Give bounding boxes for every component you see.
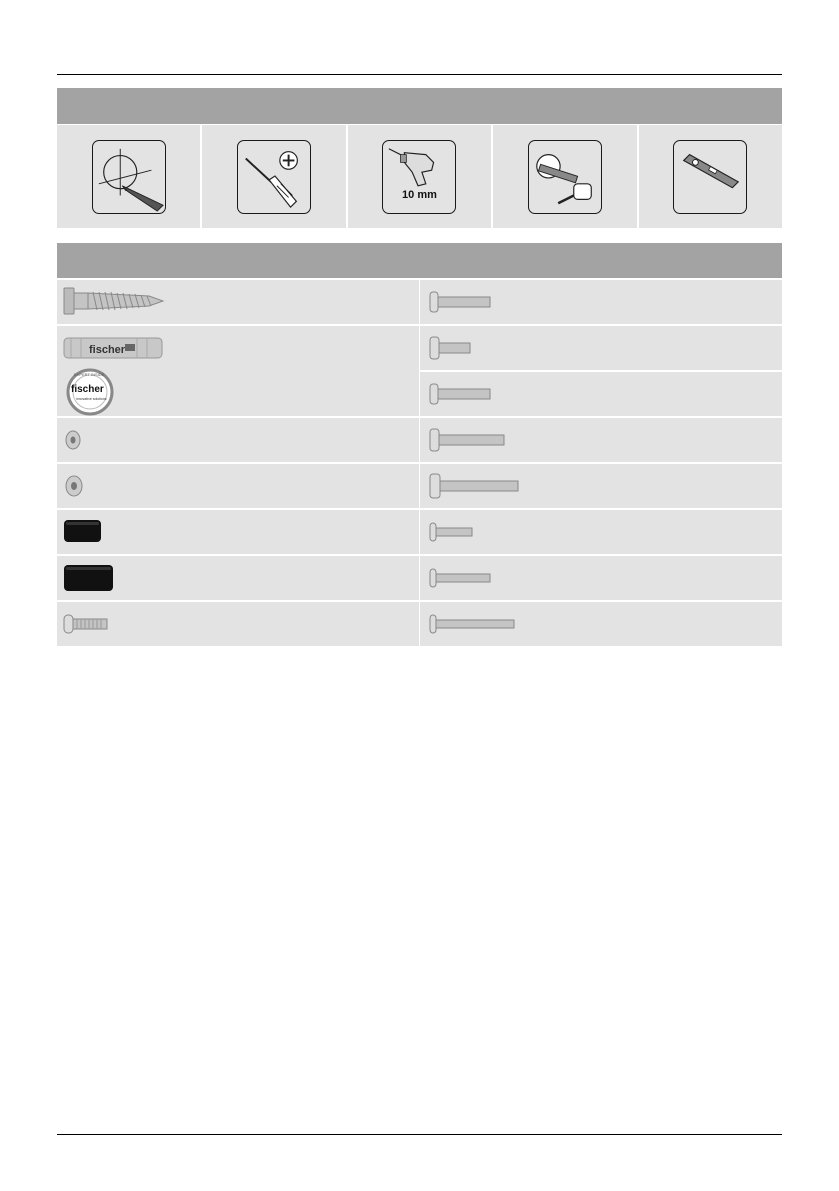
tools-header-band [57,88,782,124]
parts-grid [57,280,782,642]
parts-header-band [57,243,782,278]
seal-tag-label: innovative solutions [76,397,107,401]
part-bolt-2 [420,326,782,370]
seal-arc-label: EXPERT INSIDE [74,372,105,377]
phillips-screwdriver-icon [237,140,311,214]
top-rule [57,74,782,75]
part-screw-small [57,602,419,646]
drill-icon [382,140,456,214]
part-lag-screw [57,280,419,324]
part-washer-small [57,418,419,462]
drill-bit-size-label: 10 mm [402,188,437,201]
seal-brand-label: fischer [71,384,104,395]
part-washer-large [57,464,419,508]
bottom-rule [57,1134,782,1135]
marking-pencil-icon [92,140,166,214]
tool-cell-level-tape [493,125,636,228]
part-bolt-5 [420,464,782,508]
dowel-brand-label: fischer [89,344,126,356]
spirit-level-icon [673,140,747,214]
part-spacer-long [57,556,419,600]
tool-cell-screwdriver [202,125,345,228]
part-bolt-3 [420,372,782,416]
part-bolt-6 [420,510,782,554]
part-bolt-4 [420,418,782,462]
part-bolt-8 [420,602,782,646]
tool-cell-drill [348,125,491,228]
part-bolt-7 [420,556,782,600]
part-spacer-short [57,510,419,554]
part-bolt-1 [420,280,782,324]
tool-cell-marking [57,125,200,228]
tools-row [57,125,782,228]
spirit-level-tape-measure-icon [528,140,602,214]
tool-cell-level [639,125,782,228]
part-wall-dowel [57,326,419,416]
